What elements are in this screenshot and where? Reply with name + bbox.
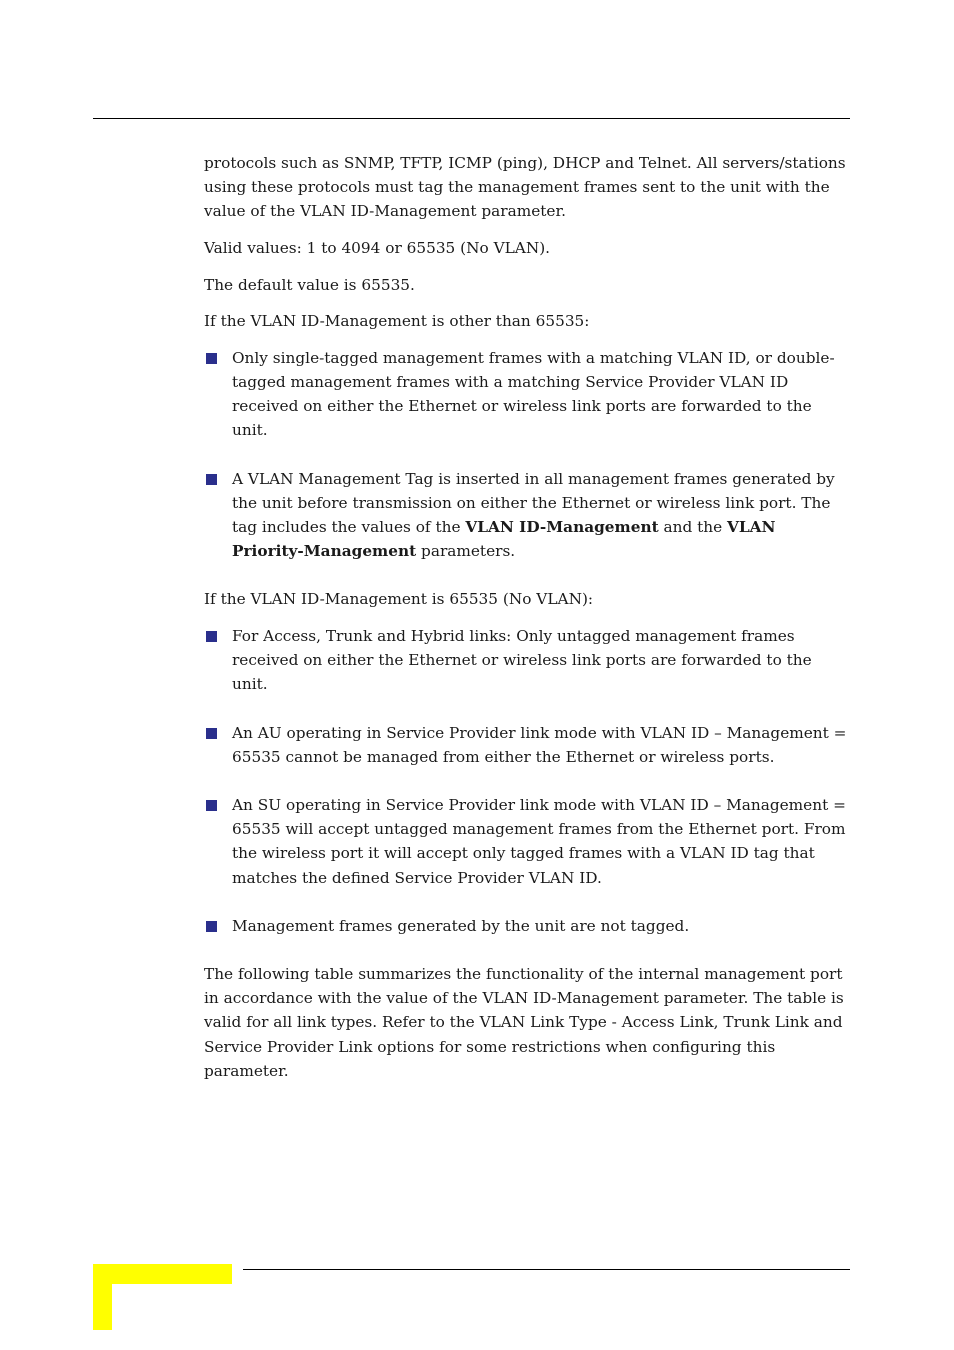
square-bullet-icon bbox=[206, 353, 217, 364]
square-bullet-icon bbox=[206, 800, 217, 811]
list-item bbox=[204, 793, 852, 890]
footer-accent-stem bbox=[93, 1264, 112, 1330]
bullet-list-other bbox=[204, 346, 852, 564]
footer-accent-bar bbox=[93, 1264, 232, 1284]
list-item-text: Management frames generated by the unit are not tagged. bbox=[232, 916, 690, 935]
list-item bbox=[204, 624, 852, 697]
footer-rule bbox=[243, 1269, 850, 1270]
vlan-id-management-term: VLAN ID-Management bbox=[465, 518, 659, 536]
list-item-text: An SU operating in Service Provider link mode with VLAN ID – Management = 65535 will accept untagged management frames from the Ethernet port. From the wireless port it will accept only tagged frames with a VLAN ID tag that matches the defined Service Provider VLAN ID. bbox=[232, 796, 846, 887]
page-body bbox=[204, 151, 852, 1095]
square-bullet-icon bbox=[206, 631, 217, 642]
list-item bbox=[204, 721, 852, 769]
intro-paragraph: protocols such as SNMP, TFTP, ICMP (ping), DHCP and Telnet. All servers/stations using these protocols must tag the management frames sent to the unit with the value of the VLAN ID-Management parameter. bbox=[204, 154, 846, 221]
list-item-text bbox=[232, 470, 835, 561]
condition-other-paragraph: If the VLAN ID-Management is other than 65535: bbox=[204, 312, 590, 331]
square-bullet-icon bbox=[206, 728, 217, 739]
list-item bbox=[204, 467, 852, 564]
closing-paragraph: The following table summarizes the functionality of the internal management port in accordance with the value of the VLAN ID-Management parameter. The table is valid for all link types. Refer to the VLAN Link Type - Access Link, Trunk Link and Service Provider Link options for some restrictions when configuring this parameter. bbox=[204, 965, 844, 1080]
list-item-text-mid: and the bbox=[658, 518, 728, 536]
square-bullet-icon bbox=[206, 474, 217, 485]
square-bullet-icon bbox=[206, 921, 217, 932]
list-item-text: An AU operating in Service Provider link mode with VLAN ID – Management = 65535 cannot be managed from either the Ethernet or wireless ports. bbox=[232, 723, 847, 766]
vlan-priority-management-term: VLAN Priority-Management bbox=[232, 518, 776, 561]
valid-values-paragraph: Valid values: 1 to 4094 or 65535 (No VLAN). bbox=[204, 239, 551, 257]
list-item-text: For Access, Trunk and Hybrid links: Only untagged management frames received on either the Ethernet or wireless link ports are forwarded to the unit. bbox=[232, 627, 812, 694]
default-value-paragraph: The default value is 65535. bbox=[204, 275, 415, 294]
bullet-list-novlan bbox=[204, 624, 852, 938]
condition-novlan-paragraph: If the VLAN ID-Management is 65535 (No VLAN): bbox=[204, 590, 594, 609]
header-rule bbox=[93, 118, 850, 119]
list-item bbox=[204, 914, 852, 938]
list-item-text-pre: A VLAN Management Tag is inserted in all management frames generated by the unit before transmission on either the Ethernet or wireless link port. The tag includes the values of the bbox=[232, 469, 835, 536]
list-item-text: Only single-tagged management frames with a matching VLAN ID, or double-tagged management frames with a matching Service Provider VLAN ID received on either the Ethernet or wireless link ports are forwarded to the unit. bbox=[232, 348, 835, 440]
list-item bbox=[204, 346, 852, 443]
list-item-text-post: parameters. bbox=[416, 542, 516, 561]
